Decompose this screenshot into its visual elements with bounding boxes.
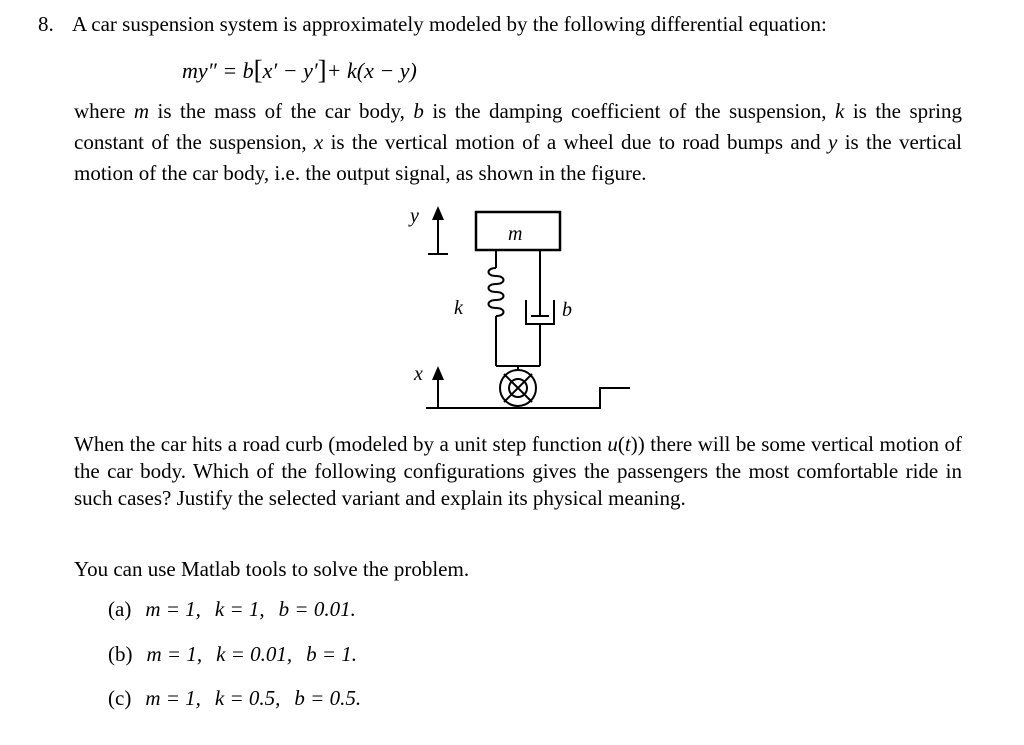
suspension-figure xyxy=(390,198,650,416)
figure-label-b: b xyxy=(562,299,572,321)
figure-label-m: m xyxy=(508,223,523,245)
spring-coil xyxy=(489,268,504,316)
equation-bracket-close: ] xyxy=(317,55,327,85)
equation-bracket-open: [ xyxy=(253,55,263,85)
problem-intro: A car suspension system is approximately modeled by the following differential equation: xyxy=(72,12,827,36)
matlab-note: You can use Matlab tools to solve the problem. xyxy=(74,557,470,581)
equation-rhs: + k(x − y) xyxy=(326,58,417,83)
equation-lhs: my″ = b xyxy=(182,58,254,83)
problem-number: 8. xyxy=(38,12,54,36)
equation-inner: x′ − y′ xyxy=(262,58,318,83)
figure-label-x: x xyxy=(414,363,423,385)
differential-equation xyxy=(182,54,417,85)
figure-label-y: y xyxy=(410,205,419,227)
variable-description: where m is the mass of the car body, b is the damping coefficient of the suspension, k is the spring constant of the suspension, x is the vertical motion of a wheel due to road bumps and y is the vertical motion of the car body, i.e. the output signal, as shown in the figure. xyxy=(74,99,962,185)
figure-label-k: k xyxy=(454,297,463,319)
option-a: (a) m = 1, k = 1, b = 0.01. xyxy=(108,597,356,621)
question-text: When the car hits a road curb (modeled by a unit step function u(t)) there will be some vertical motion of the car body. Which of the following configurations gives the passengers the most comfortable ride in such cases? Justify the selected variant and explain its physical meaning. xyxy=(74,432,962,510)
option-b: (b) m = 1, k = 0.01, b = 1. xyxy=(108,642,358,666)
option-c: (c) m = 1, k = 0.5, b = 0.5. xyxy=(108,686,362,710)
